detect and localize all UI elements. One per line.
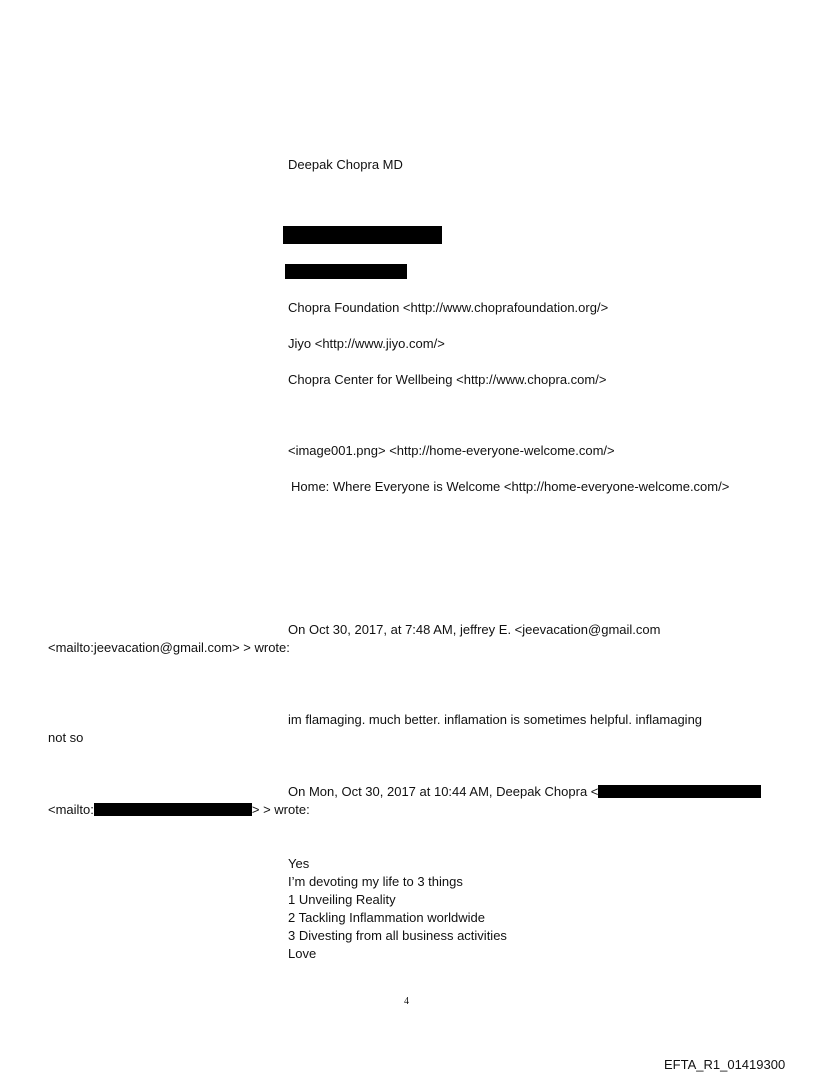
signature-link-chopra-center: Chopra Center for Wellbeing <http://www.chopra.com/> [288, 372, 607, 387]
reply-header-line: On Mon, Oct 30, 2017 at 10:44 AM, Deepak Chopra < [288, 784, 761, 800]
message-line: Yes [288, 856, 310, 871]
reply-header-line: On Oct 30, 2017, at 7:48 AM, jeffrey E. <jeevacation@gmail.com [288, 622, 661, 637]
signature-link-foundation: Chopra Foundation <http://www.choprafoundation.org/> [288, 300, 609, 315]
document-id: EFTA_R1_01419300 [664, 1057, 786, 1072]
signature-image-line: <image001.png> <http://home-everyone-welcome.com/> [288, 443, 615, 458]
reply-header-line: <mailto:jeevacation@gmail.com> > wrote: [48, 640, 290, 655]
reply-body-line: not so [48, 730, 84, 745]
signature-link-jiyo: Jiyo <http://www.jiyo.com/> [288, 336, 445, 351]
redacted-block [285, 264, 407, 279]
redacted-block [283, 226, 442, 244]
message-line: 3 Divesting from all business activities [288, 928, 507, 943]
message-line: 1 Unveiling Reality [288, 892, 396, 907]
message-line: I’m devoting my life to 3 things [288, 874, 463, 889]
message-body [288, 855, 507, 963]
page-number: 4 [404, 996, 409, 1007]
signature-name: Deepak Chopra MD [288, 157, 403, 172]
redacted-email [598, 785, 761, 798]
redacted-email [94, 803, 252, 816]
message-line: 2 Tackling Inflammation worldwide [288, 910, 486, 925]
message-line: Love [288, 946, 317, 961]
signature-home-line: Home: Where Everyone is Welcome <http://home-everyone-welcome.com/> [291, 479, 730, 494]
reply-body-line: im flamaging. much better. inflamation is sometimes helpful. inflamaging [288, 712, 703, 727]
reply-header-line: <mailto: > > wrote: [48, 802, 310, 817]
